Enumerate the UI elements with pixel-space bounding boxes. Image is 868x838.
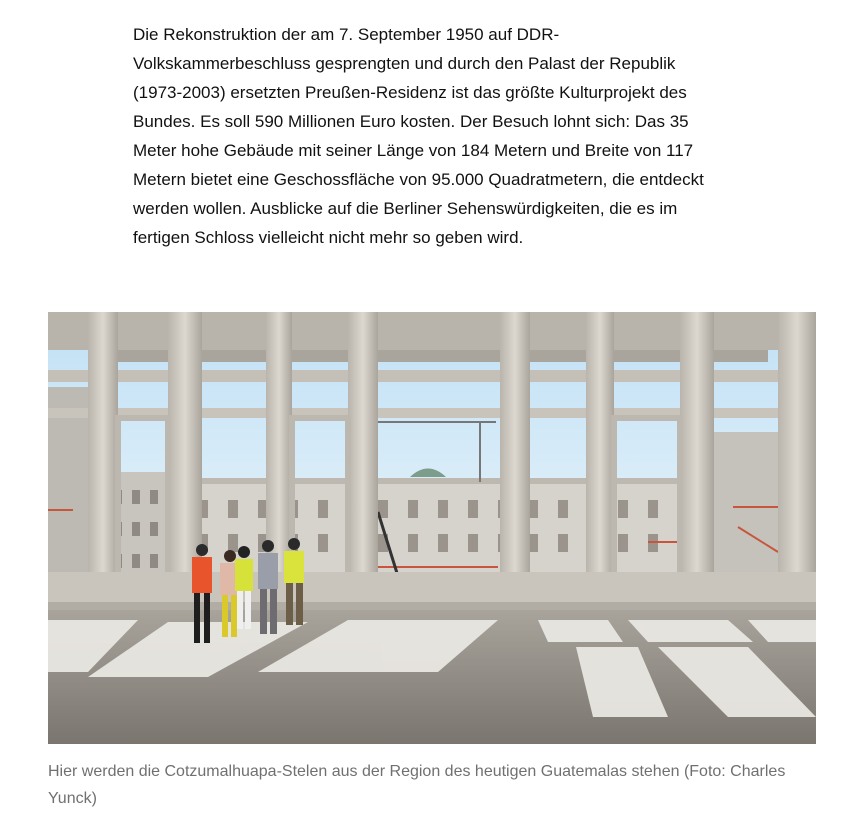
construction-photo-illustration — [48, 312, 816, 744]
construction-photo — [48, 312, 816, 744]
article-paragraph: Die Rekonstruktion der am 7. September 1950 auf DDR-Volkskammerbeschluss gesprengten und durch den Palast der Republik (1973-2003) ersetzten Preußen-Residenz ist das größte Kulturprojekt des Bundes. Es soll 590 Millionen Euro kosten. Der Besuch lohnt sich: Das 35 Meter hohe Gebäude mit seiner Länge von 184 Metern und Breite von 117 Metern bietet eine Geschossfläche von 95.000 Quadratmetern, die entdeckt werden wollen. Ausblicke auf die Berliner Sehenswürdigkeiten, die es im fertigen Schloss vielleicht nicht mehr so geben wird. — [133, 25, 704, 247]
photo-caption: Hier werden die Cotzumalhuapa-Stelen aus der Region des heutigen Guatemalas stehen (Foto: Charles Yunck) — [48, 763, 786, 807]
